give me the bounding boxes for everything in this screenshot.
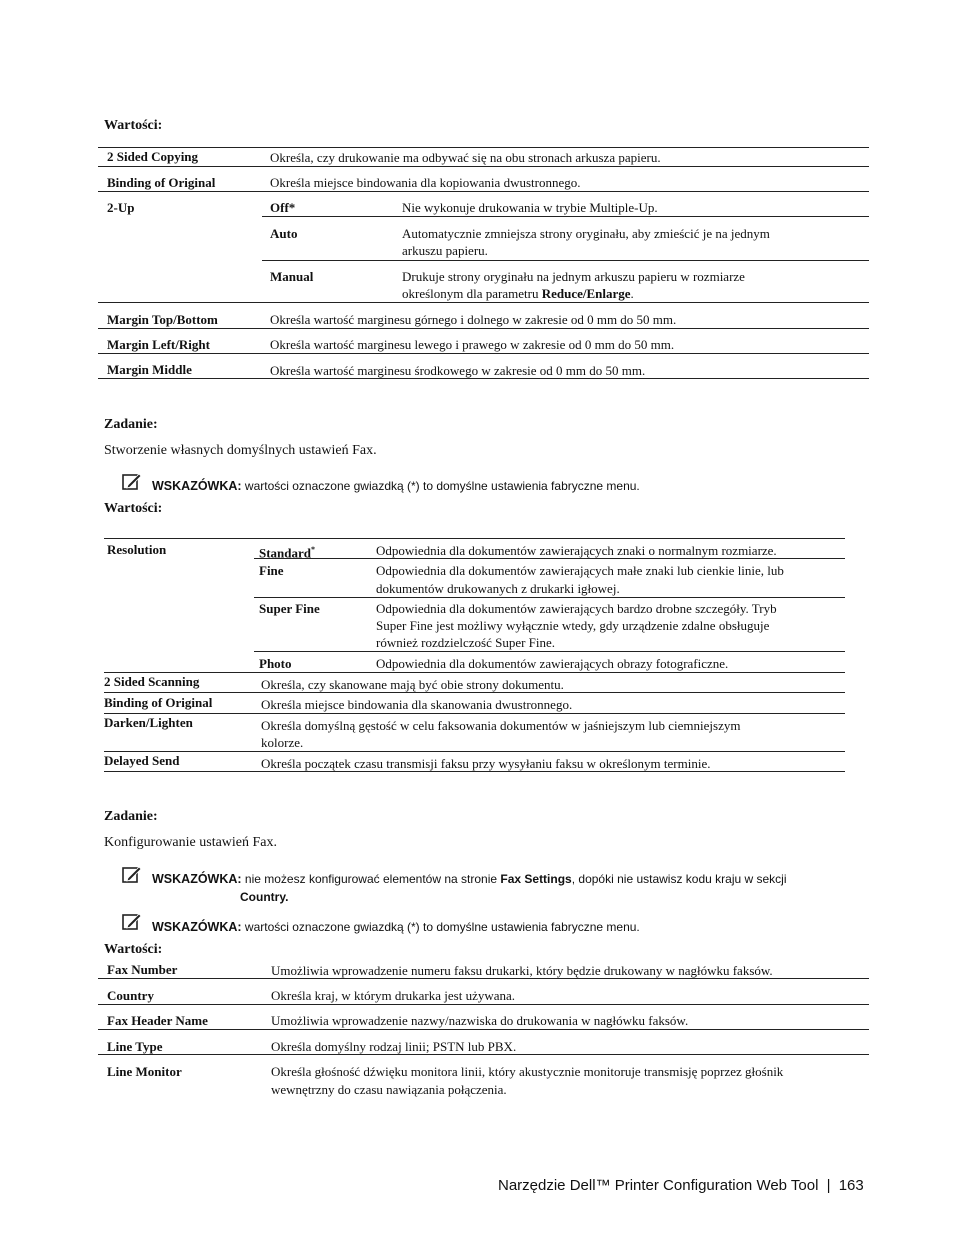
row-desc-2-sided-scanning: Określa, czy skanowane mają być obie strony dokumentu. — [261, 677, 564, 692]
page-footer — [498, 1177, 864, 1194]
table-rule — [98, 147, 869, 148]
res-desc-photo: Odpowiednia dla dokumentów zawierających obrazy fotograficzne. — [376, 656, 729, 671]
res-desc-super-fine-2: Super Fine jest możliwy wyłącznie wtedy, gdy urządzenie zdalne obsługuje — [376, 618, 770, 633]
row-label-binding-of-original-2: Binding of Original — [104, 695, 213, 710]
note-pencil-icon — [122, 472, 142, 490]
values-heading-2: Wartości: — [104, 501, 163, 516]
row-label-country: Country — [107, 988, 154, 1003]
row-label-margin-left-right: Margin Left/Right — [107, 337, 210, 352]
row-desc-binding-of-original-2: Określa miejsce bindowania dla skanowania dwustronnego. — [261, 697, 573, 712]
table-rule — [104, 751, 845, 752]
row-label-line-type: Line Type — [107, 1039, 163, 1054]
row-desc-country: Określa kraj, w którym drukarka jest używana. — [271, 988, 516, 1003]
note-pencil-icon — [122, 865, 142, 883]
res-opt-standard: Standard* — [259, 545, 316, 561]
twoup-desc-off: Nie wykonuje drukowania w trybie Multiple-Up. — [402, 200, 658, 215]
values-heading-3: Wartości: — [104, 942, 163, 957]
task-text-2: Stworzenie własnych domyślnych ustawień Fax. — [104, 443, 377, 458]
table-rule — [98, 166, 869, 167]
row-desc-line-type: Określa domyślny rodzaj linii; PSTN lub PBX. — [271, 1039, 517, 1054]
table-rule — [98, 353, 869, 354]
row-label-2-up: 2-Up — [107, 200, 135, 215]
table-rule — [254, 597, 845, 598]
task-text-3: Konfigurowanie ustawień Fax. — [104, 835, 278, 850]
row-desc-line-monitor-2: wewnętrzny do czasu nawiązania połączenia. — [271, 1082, 507, 1097]
row-desc-2-sided-copying: Określa, czy drukowanie ma odbywać się na obu stronach arkusza papieru. — [270, 150, 661, 165]
table-rule — [98, 1054, 869, 1055]
twoup-opt-off: Off* — [270, 200, 296, 215]
table-rule — [104, 713, 845, 714]
table-rule — [98, 191, 869, 192]
row-desc-margin-left-right: Określa wartość marginesu lewego i prawego w zakresie od 0 mm do 50 mm. — [270, 337, 675, 352]
row-desc-margin-top-bottom: Określa wartość marginesu górnego i dolnego w zakresie od 0 mm do 50 mm. — [270, 312, 677, 327]
res-desc-super-fine-1: Odpowiednia dla dokumentów zawierających bardzo drobne szczegóły. Tryb — [376, 601, 777, 616]
res-opt-photo: Photo — [259, 656, 292, 671]
table-rule — [98, 978, 869, 979]
note-defaults-2: WSKAZÓWKA: wartości oznaczone gwiazdką (*) to domyślne ustawienia fabryczne menu. — [152, 479, 640, 493]
row-desc-delayed-send: Określa początek czasu transmisji faksu przy wysyłaniu faksu w określonym terminie. — [261, 756, 711, 771]
table-rule — [98, 1004, 869, 1005]
page-number: 163 — [838, 1177, 864, 1194]
table-rule — [104, 771, 845, 772]
twoup-desc-manual-1: Drukuje strony oryginału na jednym arkuszu papieru w rozmiarze — [402, 269, 745, 284]
row-desc-darken-lighten-2: kolorze. — [261, 735, 304, 750]
note-fax-settings-country: Country. — [240, 890, 289, 904]
table-rule — [104, 692, 845, 693]
row-label-fax-number: Fax Number — [107, 962, 178, 977]
row-desc-fax-header-name: Umożliwia wprowadzenie nazwy/nazwiska do drukowania w nagłówku faksów. — [271, 1013, 689, 1028]
row-label-margin-top-bottom: Margin Top/Bottom — [107, 312, 218, 327]
res-desc-super-fine-3: również rozdzielczość Super Fine. — [376, 635, 556, 650]
res-desc-fine-2: dokumentów drukowanych z drukarki igłowej. — [376, 581, 620, 596]
table-rule — [262, 260, 869, 261]
footer-title: Narzędzie Dell™ Printer Configuration Web Tool — [498, 1177, 819, 1194]
res-opt-super-fine: Super Fine — [259, 601, 320, 616]
note-fax-settings: WSKAZÓWKA: nie możesz konfigurować elementów na stronie Fax Settings, dopóki nie ustawisz kodu kraju w sekcji — [152, 872, 787, 886]
row-desc-line-monitor-1: Określa głośność dźwięku monitora linii, który akustycznie monitoruje transmisję poprzez głośnik — [271, 1064, 784, 1079]
row-label-delayed-send: Delayed Send — [104, 753, 180, 768]
task-heading-2: Zadanie: — [104, 417, 158, 432]
twoup-desc-auto-1: Automatycznie zmniejsza strony oryginału, aby zmieścić je na jednym — [402, 226, 770, 241]
row-label-fax-header-name: Fax Header Name — [107, 1013, 208, 1028]
table-rule — [104, 672, 845, 673]
res-opt-fine: Fine — [259, 563, 284, 578]
note-defaults-3: WSKAZÓWKA: wartości oznaczone gwiazdką (*) to domyślne ustawienia fabryczne menu. — [152, 920, 640, 934]
twoup-desc-manual-2: określonym dla parametru Reduce/Enlarge. — [402, 286, 634, 301]
row-desc-binding-of-original: Określa miejsce bindowania dla kopiowania dwustronnego. — [270, 175, 581, 190]
values-heading-1: Wartości: — [104, 118, 163, 133]
table-rule — [98, 1029, 869, 1030]
res-desc-fine-1: Odpowiednia dla dokumentów zawierających małe znaki lub cienkie linie, lub — [376, 563, 784, 578]
row-label-binding-of-original: Binding of Original — [107, 175, 216, 190]
res-desc-standard: Odpowiednia dla dokumentów zawierających znaki o normalnym rozmiarze. — [376, 543, 777, 558]
note-pencil-icon — [122, 912, 142, 930]
table-rule — [254, 558, 845, 559]
row-label-line-monitor: Line Monitor — [107, 1064, 182, 1079]
twoup-opt-manual: Manual — [270, 269, 314, 284]
row-label-resolution: Resolution — [107, 542, 167, 557]
table-rule — [98, 302, 869, 303]
table-rule — [104, 538, 845, 539]
row-label-2-sided-copying: 2 Sided Copying — [107, 149, 199, 164]
table-rule — [98, 378, 869, 379]
row-desc-margin-middle: Określa wartość marginesu środkowego w zakresie od 0 mm do 50 mm. — [270, 363, 646, 378]
twoup-opt-auto: Auto — [270, 226, 298, 241]
table-rule — [254, 651, 845, 652]
row-desc-fax-number: Umożliwia wprowadzenie numeru faksu drukarki, który będzie drukowany w nagłówku faksów. — [271, 963, 773, 978]
twoup-desc-auto-2: arkuszu papieru. — [402, 243, 488, 258]
footer-separator: | — [826, 1177, 831, 1194]
task-heading-3: Zadanie: — [104, 809, 158, 824]
table-rule — [98, 328, 869, 329]
row-label-margin-middle: Margin Middle — [107, 362, 192, 377]
row-label-2-sided-scanning: 2 Sided Scanning — [104, 674, 200, 689]
table-rule — [262, 216, 869, 217]
row-desc-darken-lighten-1: Określa domyślną gęstość w celu faksowania dokumentów w jaśniejszym lub ciemniejszym — [261, 718, 741, 733]
row-label-darken-lighten: Darken/Lighten — [104, 715, 193, 730]
